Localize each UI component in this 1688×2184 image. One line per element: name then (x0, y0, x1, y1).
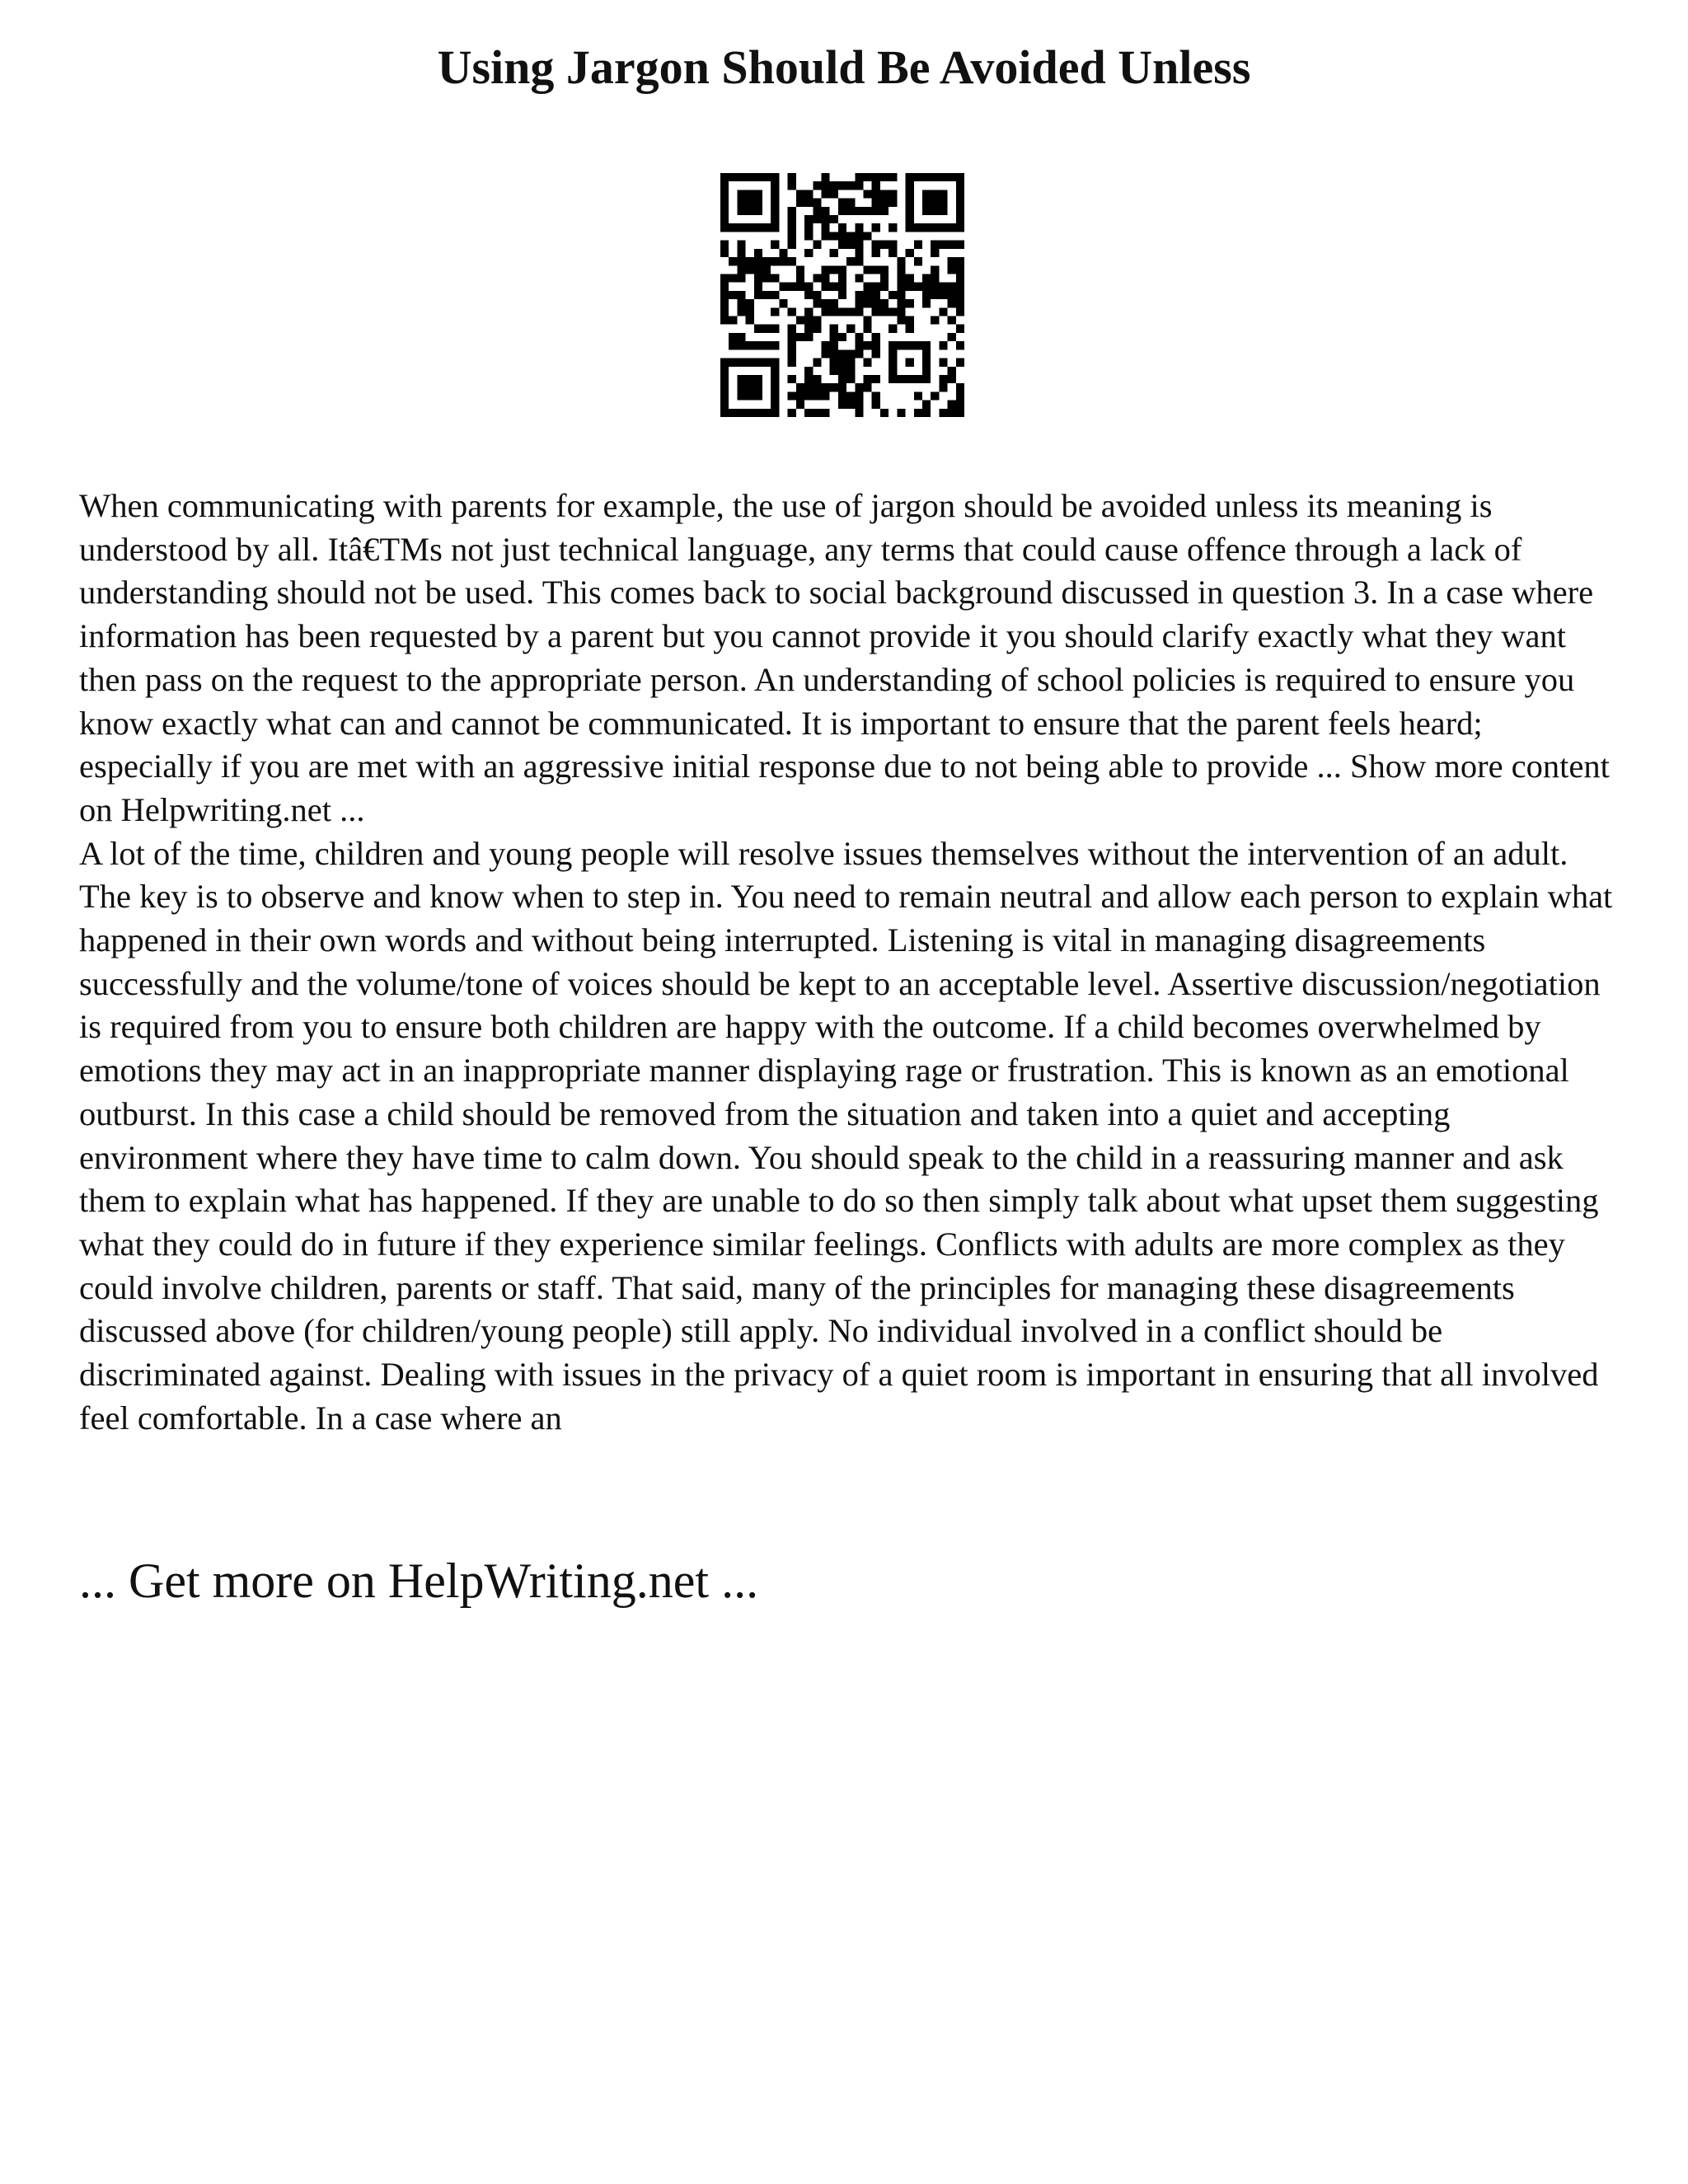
body-text (79, 485, 1614, 1440)
page-title: Using Jargon Should Be Avoided Unless (437, 40, 1251, 94)
paragraph-2: A lot of the time, children and young people will resolve issues themselves without the intervention of an adult. The key is to observe and know when to step in. You need to remain neutral and allow each person to explain what happened in their own words and without being interrupted. Listening is vital in managing disagreements successfully and the volume/tone of voices should be kept to an acceptable level. Assertive discussion/negotiation is required from you to ensure both children are happy with the outcome. If a child becomes overwhelmed by emotions they may act in an inappropriate manner displaying rage or frustration. This is known as an emotional outburst. In this case a child should be removed from the situation and taken into a quiet and accepting environment where they have time to calm down. You should speak to the child in a reassuring manner and ask them to explain what has happened. If they are unable to do so then simply talk about what upset them suggesting what they could do in future if they experience similar feelings. Conflicts with adults are more complex as they could involve children, parents or staff. That said, many of the principles for managing these disagreements discussed above (for children/young people) still apply. No individual involved in a conflict should be discriminated against. Dealing with issues in the privacy of a quiet room is important in ensuring that all involved feel comfortable. In a case where an (79, 834, 1613, 1436)
paragraph-1: When communicating with parents for example, the use of jargon should be avoided unless its meaning is understood by all. Itâ€TMs not just technical language, any terms that could cause offence through a lack of understanding should not be used. This comes back to social background discussed in question 3. In a case where information has been requested by a parent but you cannot provide it you should clarify exactly what they want then pass on the request to the appropriate person. An understanding of school policies is required to ensure you know exactly what can and cannot be communicated. It is important to ensure that the parent feels heard; especially if you are met with an aggressive initial response due to not being able to provide ... Show more content on Helpwriting.net ... (79, 487, 1610, 828)
qr-code-icon (720, 173, 964, 417)
get-more-link[interactable]: ... Get more on HelpWriting.net ... (79, 1554, 759, 1608)
